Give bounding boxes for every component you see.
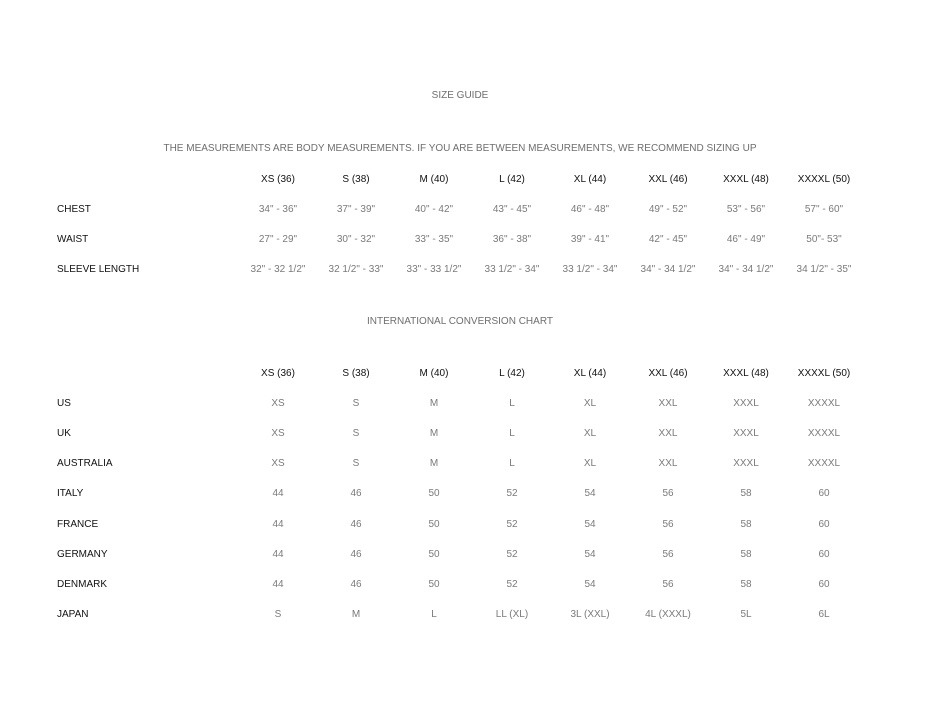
column-header: XXXXL (50) bbox=[797, 173, 851, 185]
table-cell: 33" - 35" bbox=[414, 233, 454, 245]
row-label: SLEEVE LENGTH bbox=[57, 263, 140, 275]
table-cell: 34" - 34 1/2" bbox=[640, 263, 696, 275]
table-cell: 6L bbox=[818, 609, 830, 621]
table-cell: 40" - 42" bbox=[414, 203, 454, 215]
table-cell: 46" - 48" bbox=[570, 203, 610, 215]
table-cell: 33" - 33 1/2" bbox=[406, 263, 462, 275]
table-cell: 58 bbox=[740, 578, 752, 590]
table-cell: XXXL bbox=[733, 427, 759, 439]
table-cell: 60 bbox=[818, 488, 830, 500]
table-cell: LL (XL) bbox=[495, 609, 529, 621]
table-cell: 34" - 36" bbox=[258, 203, 298, 215]
table-cell: M bbox=[429, 458, 439, 470]
table-cell: S bbox=[274, 609, 282, 621]
column-header: L (42) bbox=[499, 367, 525, 379]
row-label: WAIST bbox=[57, 233, 89, 245]
column-header: XL (44) bbox=[573, 173, 607, 185]
table-cell: 46 bbox=[350, 488, 362, 500]
table-cell: 27" - 29" bbox=[258, 233, 298, 245]
table-cell: 37" - 39" bbox=[336, 203, 376, 215]
column-header: M (40) bbox=[419, 173, 449, 185]
table-cell: 50 bbox=[428, 518, 440, 530]
size-guide-title: SIZE GUIDE bbox=[431, 90, 489, 101]
table-cell: 52 bbox=[506, 578, 518, 590]
column-header: XS (36) bbox=[261, 173, 295, 185]
row-label: DENMARK bbox=[57, 578, 108, 590]
table-cell: XL bbox=[583, 397, 597, 409]
table-cell: 34 1/2" - 35" bbox=[796, 263, 852, 275]
table-cell: L bbox=[509, 427, 515, 439]
table-cell: XXXXL bbox=[807, 427, 841, 439]
conversion-corner-cell bbox=[57, 358, 239, 388]
table-cell: 49" - 52" bbox=[648, 203, 688, 215]
table-cell: XXXL bbox=[733, 397, 759, 409]
table-cell: XXL bbox=[658, 427, 678, 439]
column-header: XXL (46) bbox=[648, 173, 688, 185]
table-row bbox=[57, 224, 863, 254]
column-header: XL (44) bbox=[573, 367, 607, 379]
table-cell: L bbox=[431, 609, 437, 621]
table-cell: XXXL bbox=[733, 458, 759, 470]
table-cell: 58 bbox=[740, 518, 752, 530]
table-cell: 54 bbox=[584, 488, 596, 500]
table-cell: 56 bbox=[662, 578, 674, 590]
table-cell: 5L bbox=[740, 609, 752, 621]
table-cell: 33 1/2" - 34" bbox=[562, 263, 618, 275]
table-cell: 32" - 32 1/2" bbox=[250, 263, 306, 275]
row-label: JAPAN bbox=[57, 609, 89, 621]
table-row bbox=[57, 569, 863, 599]
table-cell: M bbox=[429, 397, 439, 409]
row-label: AUSTRALIA bbox=[57, 458, 113, 470]
table-cell: 36" - 38" bbox=[492, 233, 532, 245]
row-label: UK bbox=[57, 427, 71, 439]
table-cell: XS bbox=[271, 427, 285, 439]
table-cell: 44 bbox=[272, 518, 284, 530]
row-label: US bbox=[57, 397, 71, 409]
table-cell: 46 bbox=[350, 578, 362, 590]
column-header: XXXL (48) bbox=[723, 367, 769, 379]
table-cell: 44 bbox=[272, 548, 284, 560]
table-cell: L bbox=[509, 458, 515, 470]
conversion-chart-title: INTERNATIONAL CONVERSION CHART bbox=[367, 316, 553, 327]
table-cell: 50 bbox=[428, 578, 440, 590]
column-header: M (40) bbox=[419, 367, 449, 379]
table-cell: M bbox=[429, 427, 439, 439]
table-cell: XL bbox=[583, 458, 597, 470]
table-cell: 54 bbox=[584, 548, 596, 560]
row-label: GERMANY bbox=[57, 548, 108, 560]
table-cell: 46 bbox=[350, 518, 362, 530]
table-cell: 44 bbox=[272, 578, 284, 590]
row-label: FRANCE bbox=[57, 518, 99, 530]
table-row bbox=[57, 600, 863, 630]
table-cell: 34" - 34 1/2" bbox=[718, 263, 774, 275]
table-cell: 60 bbox=[818, 578, 830, 590]
table-cell: 30" - 32" bbox=[336, 233, 376, 245]
table-cell: 57" - 60" bbox=[804, 203, 844, 215]
table-cell: 56 bbox=[662, 548, 674, 560]
size-guide-table bbox=[57, 164, 863, 284]
table-cell: 58 bbox=[740, 488, 752, 500]
table-cell: 33 1/2" - 34" bbox=[484, 263, 540, 275]
row-label: ITALY bbox=[57, 488, 84, 500]
column-header: XS (36) bbox=[261, 367, 295, 379]
table-cell: XS bbox=[271, 458, 285, 470]
column-header: L (42) bbox=[499, 173, 525, 185]
table-cell: 32 1/2" - 33" bbox=[328, 263, 384, 275]
table-cell: 58 bbox=[740, 548, 752, 560]
table-cell: XXL bbox=[658, 397, 678, 409]
conversion-chart-table bbox=[57, 358, 863, 630]
table-cell: XXXXL bbox=[807, 458, 841, 470]
table-cell: 50"- 53" bbox=[806, 233, 842, 245]
table-cell: 54 bbox=[584, 518, 596, 530]
column-header: S (38) bbox=[342, 173, 370, 185]
table-cell: 50 bbox=[428, 488, 440, 500]
table-cell: XXXXL bbox=[807, 397, 841, 409]
table-cell: 52 bbox=[506, 488, 518, 500]
table-cell: 52 bbox=[506, 518, 518, 530]
table-cell: 52 bbox=[506, 548, 518, 560]
table-cell: 50 bbox=[428, 548, 440, 560]
row-label: CHEST bbox=[57, 203, 91, 215]
table-cell: 42" - 45" bbox=[648, 233, 688, 245]
table-cell: S bbox=[352, 427, 360, 439]
table-cell: XL bbox=[583, 427, 597, 439]
table-cell: S bbox=[352, 458, 360, 470]
table-cell: 39" - 41" bbox=[570, 233, 610, 245]
table-cell: XXL bbox=[658, 458, 678, 470]
table-row bbox=[57, 449, 863, 479]
table-cell: XS bbox=[271, 397, 285, 409]
table-row bbox=[57, 194, 863, 224]
table-row bbox=[57, 388, 863, 418]
table-cell: 4L (XXXL) bbox=[645, 609, 691, 621]
table-row bbox=[57, 254, 863, 284]
table-cell: 46 bbox=[350, 548, 362, 560]
measurement-note: THE MEASUREMENTS ARE BODY MEASUREMENTS. IF YOU ARE BETWEEN MEASUREMENTS, WE RECOMMEND SIZING UP bbox=[163, 143, 757, 154]
table-row bbox=[57, 509, 863, 539]
table-cell: 44 bbox=[272, 488, 284, 500]
table-cell: 60 bbox=[818, 518, 830, 530]
table-cell: 60 bbox=[818, 548, 830, 560]
table-row bbox=[57, 418, 863, 448]
table-cell: 56 bbox=[662, 518, 674, 530]
size-guide-corner-cell bbox=[57, 164, 239, 194]
table-cell: 46" - 49" bbox=[726, 233, 766, 245]
table-cell: S bbox=[352, 397, 360, 409]
size-guide-header-row bbox=[57, 164, 863, 194]
column-header: XXXL (48) bbox=[723, 173, 769, 185]
column-header: S (38) bbox=[342, 367, 370, 379]
table-row bbox=[57, 479, 863, 509]
column-header: XXXXL (50) bbox=[797, 367, 851, 379]
table-cell: 43" - 45" bbox=[492, 203, 532, 215]
table-cell: L bbox=[509, 397, 515, 409]
table-cell: 3L (XXL) bbox=[570, 609, 610, 621]
column-header: XXL (46) bbox=[648, 367, 688, 379]
table-cell: 56 bbox=[662, 488, 674, 500]
table-cell: M bbox=[351, 609, 361, 621]
conversion-header-row bbox=[57, 358, 863, 388]
table-cell: 54 bbox=[584, 578, 596, 590]
table-row bbox=[57, 539, 863, 569]
table-cell: 53" - 56" bbox=[726, 203, 766, 215]
